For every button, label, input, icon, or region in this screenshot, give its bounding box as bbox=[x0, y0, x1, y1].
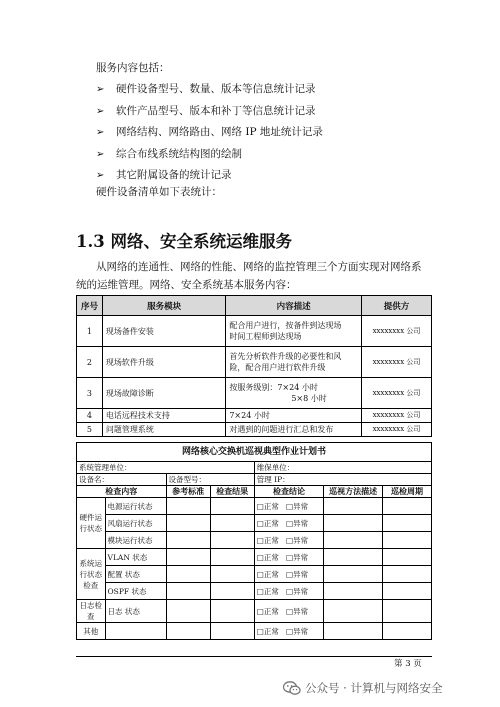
table-row bbox=[77, 623, 432, 640]
arrow-bullet-icon: ➢ bbox=[96, 84, 105, 95]
plan-title: 网络核心交换机巡视典型作业计划书 bbox=[77, 443, 432, 462]
ok-checkbox[interactable]: □正常 bbox=[256, 552, 279, 562]
list-item: ➢ 硬件设备型号、数量、版本等信息统计记录 bbox=[96, 79, 323, 101]
abnormal-checkbox[interactable]: □异常 bbox=[285, 626, 309, 636]
list-item: ➢ 其它附属设备的统计记录 bbox=[96, 165, 323, 187]
abnormal-checkbox[interactable]: □异常 bbox=[285, 518, 309, 528]
abnormal-checkbox[interactable]: □异常 bbox=[285, 501, 309, 511]
group-hardware: 硬件运行状态 bbox=[77, 498, 106, 549]
service-table bbox=[76, 295, 432, 437]
abnormal-checkbox[interactable]: □异常 bbox=[285, 535, 309, 545]
header-module: 服务模块 bbox=[102, 296, 225, 316]
device-model-label: 设备型号： bbox=[166, 474, 254, 486]
ok-checkbox[interactable]: □正常 bbox=[256, 535, 279, 545]
watermark-text: 公众号 · 计算机与网络安全 bbox=[305, 681, 443, 695]
abnormal-checkbox[interactable]: □异常 bbox=[285, 569, 309, 579]
table-row: 2 现场软件升级 首先分析软件升级的必要性和风 险，配合用户进行软件升级 xxxxxxxx 公司 bbox=[77, 347, 432, 378]
ok-checkbox[interactable]: □正常 bbox=[256, 518, 279, 528]
arrow-bullet-icon: ➢ bbox=[96, 170, 105, 182]
list-item: ➢ 软件产品型号、版本和补丁等信息统计记录 bbox=[96, 101, 323, 123]
table-row: 1 现场备件安装 配合用户进行，按备件到达现场 时间工程师到达现场 xxxxxxxx 公司 bbox=[77, 316, 432, 347]
group-other: 其他 bbox=[77, 623, 106, 640]
table-row: 风扇运行状态 □正常 □异常 bbox=[77, 515, 432, 532]
bullet-list bbox=[96, 79, 323, 187]
table-row: 配置 状态 □正常 □异常 bbox=[77, 566, 432, 583]
group-system: 系统运行状态检查 bbox=[77, 549, 106, 600]
table-row: 日志检查 日志 状态 □正常 □异常 bbox=[77, 600, 432, 623]
plan-header-row: 检查内容 参考标准 检查结果 检查结论 巡视方法描述 巡检周期 bbox=[77, 486, 432, 498]
watermark bbox=[283, 680, 442, 696]
wechat-icon bbox=[283, 681, 301, 696]
header-provider: 提供方 bbox=[362, 296, 432, 316]
inspection-plan-table bbox=[76, 442, 432, 640]
abnormal-checkbox[interactable]: □异常 bbox=[285, 586, 309, 596]
table-row: 模块运行状态 □正常 □异常 bbox=[77, 532, 432, 549]
arrow-bullet-icon: ➢ bbox=[96, 148, 105, 160]
table-row: 5 问题管理系统 对遇到的问题进行汇总和发布 xxxxxxxx 公司 bbox=[77, 423, 432, 437]
list-item: ➢ 网络结构、网络路由、网络 IP 地址统计记录 bbox=[96, 122, 323, 144]
group-log: 日志检查 bbox=[77, 600, 106, 623]
system-unit-label: 系统管理单位： bbox=[77, 462, 255, 474]
ok-checkbox[interactable]: □正常 bbox=[256, 569, 279, 579]
ok-checkbox[interactable]: □正常 bbox=[256, 606, 279, 616]
ok-checkbox[interactable]: □正常 bbox=[256, 586, 279, 596]
table-row: 4 电话远程技术支持 7×24 小时 xxxxxxxx 公司 bbox=[77, 409, 432, 423]
device-name-label: 设备名： bbox=[77, 474, 167, 486]
table-row: OSPF 状态 □正常 □异常 bbox=[77, 583, 432, 600]
abnormal-checkbox[interactable]: □异常 bbox=[285, 552, 309, 562]
header-no: 序号 bbox=[77, 296, 103, 316]
section-title: 1.3 网络、安全系统运维服务 bbox=[76, 232, 292, 251]
table-header-row bbox=[77, 296, 432, 316]
hardware-note: 硬件设备清单如下表统计： bbox=[96, 186, 222, 198]
intro-text: 服务内容包括： bbox=[96, 62, 170, 74]
list-item: ➢ 综合布线系统结构图的绘制 bbox=[96, 144, 323, 166]
ok-checkbox[interactable]: □正常 bbox=[256, 626, 279, 636]
header-desc: 内容描述 bbox=[226, 296, 362, 316]
page-number: 第 3 页 bbox=[394, 659, 422, 669]
footer-divider bbox=[76, 656, 432, 657]
table-row: 系统运行状态检查 VLAN 状态 □正常 □异常 bbox=[77, 549, 432, 566]
arrow-bullet-icon: ➢ bbox=[96, 105, 105, 117]
abnormal-checkbox[interactable]: □异常 bbox=[285, 606, 309, 616]
ok-checkbox[interactable]: □正常 bbox=[256, 501, 279, 511]
arrow-bullet-icon: ➢ bbox=[96, 127, 105, 139]
section-paragraph: 从网络的连通性、网络的性能、网络的监控管理三个方面实现对网络系统的运维管理。网络、安全系统基本服务内容： bbox=[76, 261, 422, 291]
table-row: 3 现场故障诊断 按服务级别：7×24 小时 5×8 小时 xxxxxxxx 公司 bbox=[77, 378, 432, 409]
maint-unit-label: 维保单位： bbox=[254, 462, 431, 474]
mgmt-ip-label: 管理 IP： bbox=[254, 474, 431, 486]
table-row: 硬件运行状态 电源运行状态 □正常 □异常 bbox=[77, 498, 432, 515]
